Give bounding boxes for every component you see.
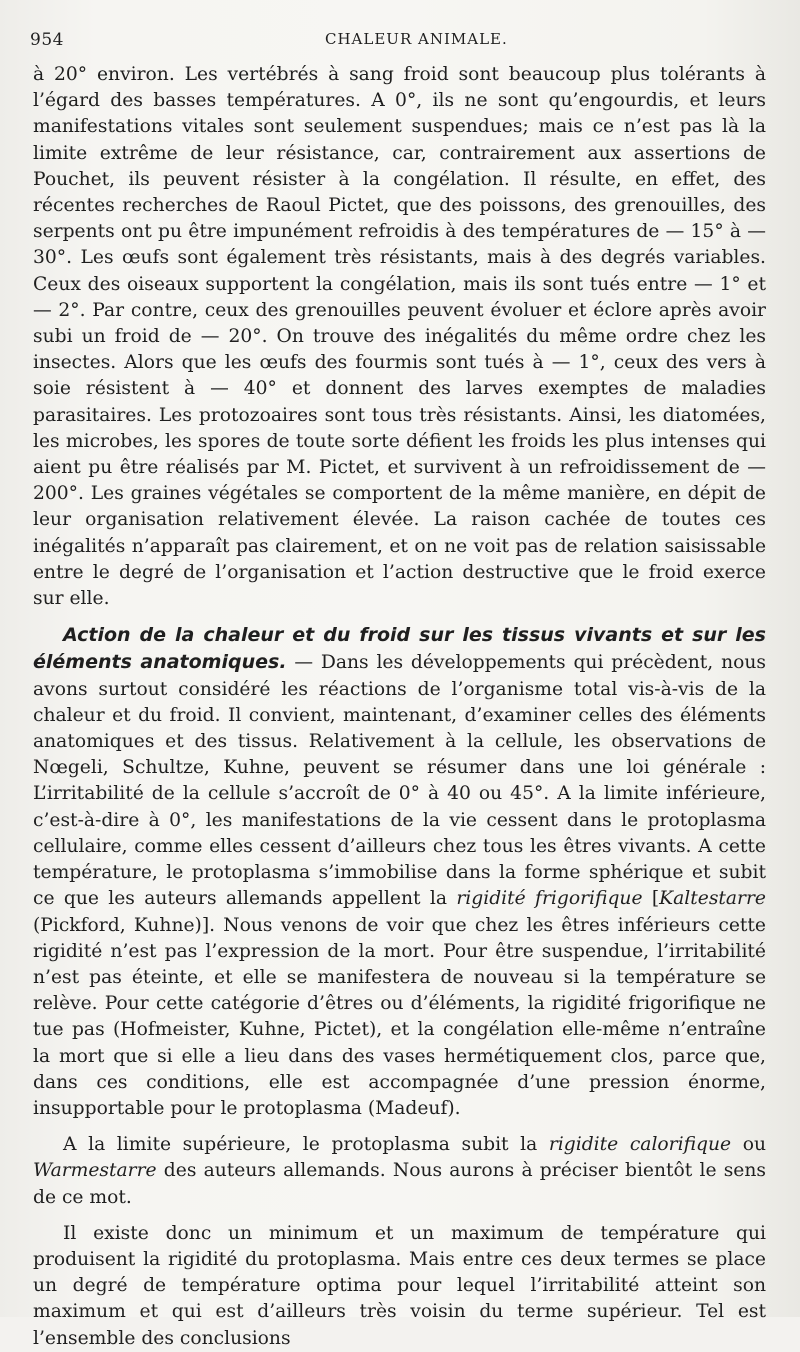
running-title: CHALEUR ANIMALE. — [325, 30, 508, 48]
page-body — [33, 62, 766, 1352]
paragraph-3-part-2: ou — [731, 1134, 766, 1156]
paragraph-3-part-3: des auteurs allemands. Nous aurons à préciser bientôt le sens de ce mot. — [33, 1160, 766, 1208]
section-paragraph — [33, 622, 766, 1122]
page-header — [30, 30, 760, 52]
section-italic-term-2: Kaltestarre — [659, 888, 766, 910]
section-body-part-2: [ — [642, 888, 660, 910]
paragraph-3-part-1: A la limite supérieure, le protoplasma subit la — [63, 1134, 549, 1156]
section-body-part-3: (Pickford, Kuhne)]. Nous venons de voir que chez les êtres inférieurs cette rigidité n’est pas l’expression de la mort. Pour être suspendue, l’irritabilité n’est pas éteinte, et elle se manifestera de nouveau si la température se relève. Pour cette catégorie d’êtres ou d’éléments, la rigidité frigorifique ne tue pas (Hofmeister, Kuhne, Pictet), et la congélation elle-même n’entraîne la mort que si elle a lieu dans des vases hermétiquement clos, parce que, dans ces conditions, elle est accompagnée d’une pression énorme, insupportable pour le protoplasma (Madeuf). — [33, 914, 766, 1119]
section-italic-term-1: rigidité frigorifique — [456, 888, 643, 910]
section-body-part-1: — Dans les développements qui précèdent, nous avons surtout considéré les réactions de l’organisme total vis-à-vis de la chaleur et du froid. Il convient, maintenant, d’examiner celles des éléments anatomiques et des tissus. Relativement à la cellule, les observations de Nœgeli, Schultze, Kuhne, peuvent se résumer dans une loi générale : L’irritabilité de la cellule s’accroît de 0° à 40 ou 45°. A la limite inférieure, c’est-à-dire à 0°, les manifestations de la vie cessent dans le protoplasma cellulaire, comme elles cessent d’ailleurs chez tous les êtres vivants. A cette température, le protoplasma s’immobilise dans la forme sphérique et subit ce que les auteurs allemands appellent la — [33, 652, 766, 910]
paragraph-3-italic-term-2: Warmestarre — [33, 1160, 157, 1182]
paragraph-4-text: Il existe donc un minimum et un maximum de température qui produisent la rigidité du protoplasma. Mais entre ces deux termes se place un degré de température optima pour lequel l’irritabilité atteint son maximum et qui est d’ailleurs très voisin du terme supérieur. Tel est l’ensemble des conclusions — [33, 1222, 766, 1349]
paragraph-rigidity — [33, 1132, 766, 1211]
page-number: 954 — [30, 30, 64, 50]
section-heading: Action de la chaleur et du froid sur les tissus vivants et sur les éléments anatomiques. — [33, 624, 766, 674]
paragraph-text: à 20° environ. Les vertébrés à sang froid sont beaucoup plus tolérants à l’égard des basses températures. A 0°, ils ne sont qu’engourdis, et leurs manifestations vitales sont seulement suspendues; mais ce n’est pas là la limite extrême de leur résistance, car, contrairement aux assertions de Pouchet, ils peuvent résister à la congélation. Il résulte, en effet, des récentes recherches de Raoul Pictet, que des poissons, des grenouilles, des serpents ont pu être impunément refroidis à des températures de — 15° à — 30°. Les œufs sont également très résistants, mais à des degrés variables. Ceux des oiseaux supportent la congélation, mais ils sont tués entre — 1° et — 2°. Par contre, ceux des grenouilles peuvent évoluer et éclore après avoir subi un froid de — 20°. On trouve des inégalités du même ordre chez les insectes. Alors que les œufs des fourmis sont tués à — 1°, ceux des vers à soie résistent à — 40° et donnent des larves exemptes de maladies parasitaires. Les protozoaires sont tous très résistants. Ainsi, les diatomées, les microbes, les spores de toute sorte défient les froids les plus intenses qui aient pu être réalisés par M. Pictet, et survivent à un refroidissement de — 200°. Les graines végétales se comportent de la même manière, en dépit de leur organisation relativement élevée. La raison cachée de toutes ces inégalités n’apparaît pas clairement, et on ne voit pas de relation saisissable entre le degré de l’organisation et l’action destructive que le froid exerce sur elle. — [33, 64, 766, 610]
paragraph-conclusion — [33, 1221, 766, 1352]
paragraph-3-italic-term-1: rigidite calorifique — [548, 1134, 732, 1156]
paragraph-continuation — [33, 62, 766, 612]
